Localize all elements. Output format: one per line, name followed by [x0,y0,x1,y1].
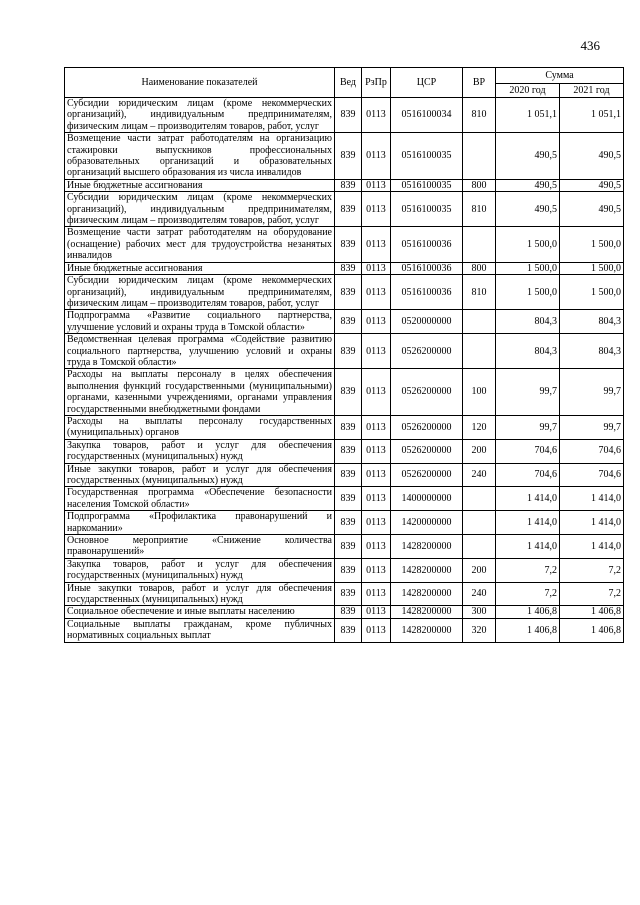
row-sum-2020: 1 500,0 [496,227,560,262]
row-ved: 839 [335,439,362,463]
row-csr: 1428200000 [391,535,463,559]
row-sum-2020: 704,6 [496,463,560,487]
row-name: Иные бюджетные ассигнования [65,179,335,191]
row-rzpr: 0113 [362,535,391,559]
row-vr: 810 [463,98,496,133]
row-rzpr: 0113 [362,463,391,487]
row-ved: 839 [335,535,362,559]
row-sum-2020: 804,3 [496,310,560,334]
row-sum-2021: 804,3 [560,310,624,334]
table-row [65,558,624,582]
row-ved: 839 [335,275,362,310]
row-rzpr: 0113 [362,415,391,439]
row-rzpr: 0113 [362,227,391,262]
row-sum-2020: 490,5 [496,133,560,180]
row-name: Субсидии юридическим лицам (кроме некоммерческих организаций), индивидуальным предпринимателям, физическим лицам – производителям товаров, работ, услуг [65,98,335,133]
row-name: Социальное обеспечение и иные выплаты населению [65,606,335,618]
row-rzpr: 0113 [362,179,391,191]
table-row [65,334,624,369]
row-sum-2021: 1 500,0 [560,275,624,310]
row-ved: 839 [335,582,362,606]
row-vr: 200 [463,558,496,582]
row-ved: 839 [335,192,362,227]
row-vr: 240 [463,582,496,606]
row-name: Подпрограмма «Профилактика правонарушений и наркомании» [65,511,335,535]
header-name: Наименование показателей [65,68,335,98]
row-rzpr: 0113 [362,310,391,334]
table-body [65,98,624,643]
table-row [65,369,624,416]
row-sum-2020: 1 414,0 [496,535,560,559]
row-name: Ведомственная целевая программа «Содействие развитию социального партнерства, улучшению условий и охраны труда в Томской области» [65,334,335,369]
row-vr: 810 [463,192,496,227]
header-rzpr: РзПр [362,68,391,98]
row-ved: 839 [335,463,362,487]
row-sum-2021: 1 500,0 [560,262,624,274]
row-name: Субсидии юридическим лицам (кроме некоммерческих организаций), индивидуальным предпринимателям, физическим лицам – производителям товаров, работ, услуг [65,192,335,227]
row-sum-2020: 1 406,8 [496,618,560,642]
table-row [65,262,624,274]
row-rzpr: 0113 [362,606,391,618]
row-name: Социальные выплаты гражданам, кроме публичных нормативных социальных выплат [65,618,335,642]
table-row [65,275,624,310]
row-name: Основное мероприятие «Снижение количества правонарушений» [65,535,335,559]
row-csr: 1400000000 [391,487,463,511]
table-row [65,192,624,227]
header-2021: 2021 год [560,84,624,98]
row-sum-2021: 7,2 [560,558,624,582]
row-rzpr: 0113 [362,618,391,642]
row-ved: 839 [335,369,362,416]
row-vr [463,487,496,511]
row-name: Государственная программа «Обеспечение безопасности населения Томской области» [65,487,335,511]
row-ved: 839 [335,334,362,369]
table-row [65,618,624,642]
row-csr: 1428200000 [391,582,463,606]
row-sum-2020: 99,7 [496,415,560,439]
row-sum-2021: 1 051,1 [560,98,624,133]
row-ved: 839 [335,227,362,262]
row-rzpr: 0113 [362,334,391,369]
header-2020: 2020 год [496,84,560,98]
row-sum-2021: 1 500,0 [560,227,624,262]
row-sum-2021: 490,5 [560,179,624,191]
row-csr: 0520000000 [391,310,463,334]
row-vr: 800 [463,262,496,274]
row-csr: 0516100036 [391,275,463,310]
row-csr: 0516100036 [391,262,463,274]
row-sum-2020: 1 414,0 [496,511,560,535]
table-row [65,606,624,618]
page-number: 436 [580,38,600,53]
row-sum-2020: 1 406,8 [496,606,560,618]
row-sum-2020: 1 051,1 [496,98,560,133]
row-sum-2021: 704,6 [560,439,624,463]
header-csr: ЦСР [391,68,463,98]
row-vr: 200 [463,439,496,463]
row-ved: 839 [335,262,362,274]
row-csr: 0516100035 [391,179,463,191]
table-row [65,463,624,487]
row-name: Иные закупки товаров, работ и услуг для обеспечения государственных (муниципальных) нужд [65,582,335,606]
row-vr [463,511,496,535]
row-sum-2021: 99,7 [560,369,624,416]
table-row [65,582,624,606]
header-ved: Вед [335,68,362,98]
row-csr: 0516100034 [391,98,463,133]
row-vr [463,310,496,334]
row-sum-2021: 99,7 [560,415,624,439]
row-rzpr: 0113 [362,582,391,606]
table-row [65,511,624,535]
table-row [65,439,624,463]
row-csr: 0516100035 [391,133,463,180]
table-row [65,98,624,133]
table-row [65,415,624,439]
row-sum-2020: 804,3 [496,334,560,369]
row-sum-2020: 7,2 [496,558,560,582]
row-rzpr: 0113 [362,262,391,274]
row-ved: 839 [335,618,362,642]
row-rzpr: 0113 [362,511,391,535]
row-vr: 240 [463,463,496,487]
row-ved: 839 [335,487,362,511]
row-rzpr: 0113 [362,133,391,180]
row-csr: 0516100036 [391,227,463,262]
table-row [65,133,624,180]
row-sum-2021: 490,5 [560,133,624,180]
row-name: Субсидии юридическим лицам (кроме некоммерческих организаций), индивидуальным предпринимателям, физическим лицам – производителям товаров, работ, услуг [65,275,335,310]
row-sum-2021: 1 406,8 [560,618,624,642]
row-vr: 810 [463,275,496,310]
row-name: Расходы на выплаты персоналу в целях обеспечения выполнения функций государственными (муниципальными) органами, казенными учреждениями, органами управления государственными внебюджетными фондами [65,369,335,416]
row-csr: 0526200000 [391,369,463,416]
table-row [65,227,624,262]
row-csr: 1428200000 [391,618,463,642]
row-sum-2021: 1 414,0 [560,511,624,535]
row-rzpr: 0113 [362,275,391,310]
row-rzpr: 0113 [362,487,391,511]
row-sum-2020: 1 500,0 [496,275,560,310]
row-ved: 839 [335,310,362,334]
row-csr: 1420000000 [391,511,463,535]
row-sum-2020: 490,5 [496,179,560,191]
row-csr: 0516100035 [391,192,463,227]
row-vr: 800 [463,179,496,191]
row-vr: 120 [463,415,496,439]
row-name: Закупка товаров, работ и услуг для обеспечения государственных (муниципальных) нужд [65,558,335,582]
row-name: Иные закупки товаров, работ и услуг для обеспечения государственных (муниципальных) нужд [65,463,335,487]
row-sum-2021: 1 414,0 [560,535,624,559]
header-sum: Сумма [496,68,624,84]
row-vr [463,133,496,180]
table-row [65,535,624,559]
row-vr: 100 [463,369,496,416]
row-name: Иные бюджетные ассигнования [65,262,335,274]
row-sum-2021: 1 406,8 [560,606,624,618]
row-ved: 839 [335,98,362,133]
row-vr: 300 [463,606,496,618]
row-vr [463,535,496,559]
row-rzpr: 0113 [362,192,391,227]
row-sum-2020: 1 500,0 [496,262,560,274]
row-sum-2021: 804,3 [560,334,624,369]
table-row [65,179,624,191]
row-csr: 0526200000 [391,439,463,463]
header-vr: ВР [463,68,496,98]
row-ved: 839 [335,133,362,180]
row-ved: 839 [335,415,362,439]
row-ved: 839 [335,511,362,535]
table-row [65,310,624,334]
row-csr: 0526200000 [391,415,463,439]
row-sum-2021: 1 414,0 [560,487,624,511]
row-ved: 839 [335,179,362,191]
row-name: Расходы на выплаты персоналу государственных (муниципальных) органов [65,415,335,439]
row-sum-2020: 490,5 [496,192,560,227]
row-name: Возмещение части затрат работодателям на оборудование (оснащение) рабочих мест для трудоустройства незанятых инвалидов [65,227,335,262]
row-csr: 1428200000 [391,606,463,618]
budget-table [64,67,624,643]
row-csr: 0526200000 [391,463,463,487]
row-name: Возмещение части затрат работодателям на организацию стажировки выпускников профессиональных образовательных организаций и образовательных организаций высшего образования из числа инвалидов [65,133,335,180]
row-ved: 839 [335,606,362,618]
row-rzpr: 0113 [362,98,391,133]
row-rzpr: 0113 [362,558,391,582]
row-vr [463,227,496,262]
row-rzpr: 0113 [362,439,391,463]
row-vr: 320 [463,618,496,642]
row-sum-2020: 704,6 [496,439,560,463]
row-sum-2020: 1 414,0 [496,487,560,511]
row-rzpr: 0113 [362,369,391,416]
row-sum-2021: 704,6 [560,463,624,487]
table-row [65,487,624,511]
row-vr [463,334,496,369]
row-ved: 839 [335,558,362,582]
row-name: Подпрограмма «Развитие социального партнерства, улучшение условий и охраны труда в Томской области» [65,310,335,334]
row-csr: 1428200000 [391,558,463,582]
row-csr: 0526200000 [391,334,463,369]
table-header [65,68,624,98]
row-sum-2020: 7,2 [496,582,560,606]
row-name: Закупка товаров, работ и услуг для обеспечения государственных (муниципальных) нужд [65,439,335,463]
row-sum-2021: 490,5 [560,192,624,227]
row-sum-2020: 99,7 [496,369,560,416]
row-sum-2021: 7,2 [560,582,624,606]
